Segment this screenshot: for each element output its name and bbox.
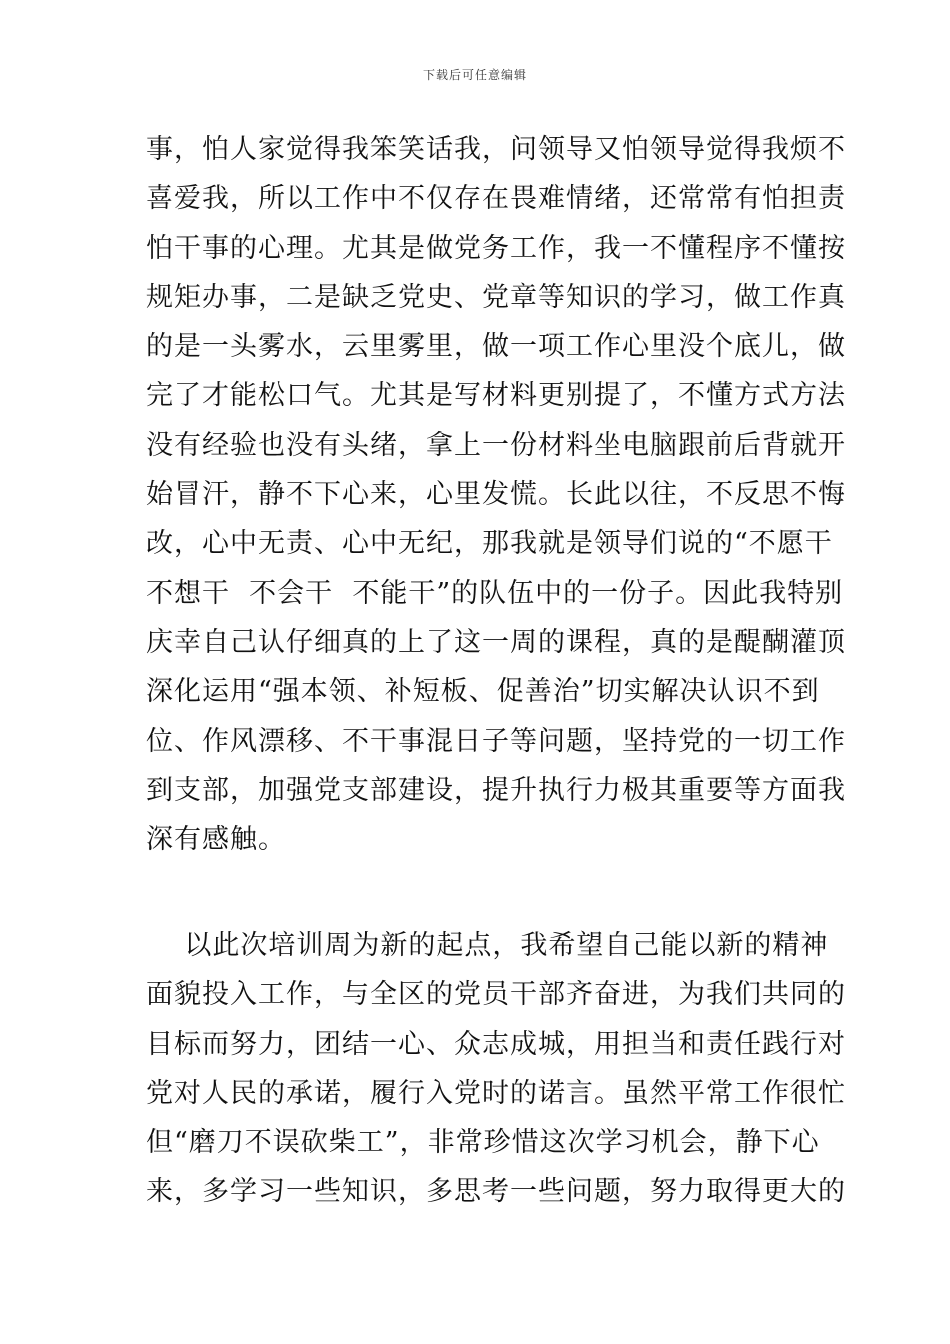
text-line: 的是一头雾水，云里雾里，做一项工作心里没个底儿，做 xyxy=(146,331,846,363)
text-line: 不想干 不会干 不能干”的队伍中的一份子。因此我特别 xyxy=(146,577,844,609)
paragraph-1 xyxy=(146,125,846,864)
text-line: 庆幸自己认仔细真的上了这一周的课程，真的是醍醐灌顶 xyxy=(146,626,846,658)
text-line: 来，多学习一些知识，多思考一些问题，努力取得更大的 xyxy=(146,1176,846,1208)
text-line: 但“磨刀不误砍柴工”，非常珍惜这次学习机会，静下心 xyxy=(146,1127,820,1159)
text-line: 深化运用“强本领、补短板、促善治”切实解决认识不到 xyxy=(146,676,820,708)
text-line: 没有经验也没有头绪，拿上一份材料坐电脑跟前后背就开 xyxy=(146,429,846,461)
paragraph-2 xyxy=(146,921,846,1217)
text-line: 喜爱我，所以工作中不仅存在畏难情绪，还常常有怕担责 xyxy=(146,183,846,215)
text-line: 以此次培训周为新的起点，我希望自己能以新的精神 xyxy=(146,930,829,961)
text-line: 改，心中无责、心中无纪，那我就是领导们说的“不愿干 xyxy=(146,528,833,560)
text-line: 始冒汗，静不下心来，心里发慌。长此以往，不反思不悔 xyxy=(146,479,846,511)
text-line: 党对人民的承诺，履行入党时的诺言。虽然平常工作很忙 xyxy=(146,1077,846,1109)
text-line: 完了才能松口气。尤其是写材料更别提了，不懂方式方法 xyxy=(146,380,846,412)
text-line: 位、作风漂移、不干事混日子等问题，坚持党的一切工作 xyxy=(146,725,846,757)
text-line: 怕干事的心理。尤其是做党务工作，我一不懂程序不懂按 xyxy=(146,232,846,264)
text-line: 面貌投入工作，与全区的党员干部齐奋进，为我们共同的 xyxy=(146,979,846,1011)
text-line: 规矩办事，二是缺乏党史、党章等知识的学习，做工作真 xyxy=(146,281,846,313)
text-line: 到支部，加强党支部建设，提升执行力极其重要等方面我 xyxy=(146,774,846,806)
page-header: 下载后可任意编辑 xyxy=(422,68,527,82)
text-line: 事，怕人家觉得我笨笑话我，问领导又怕领导觉得我烦不 xyxy=(146,134,846,165)
text-line: 目标而努力，团结一心、众志成城，用担当和责任践行对 xyxy=(146,1028,846,1060)
text-line: 深有感触。 xyxy=(146,824,286,856)
